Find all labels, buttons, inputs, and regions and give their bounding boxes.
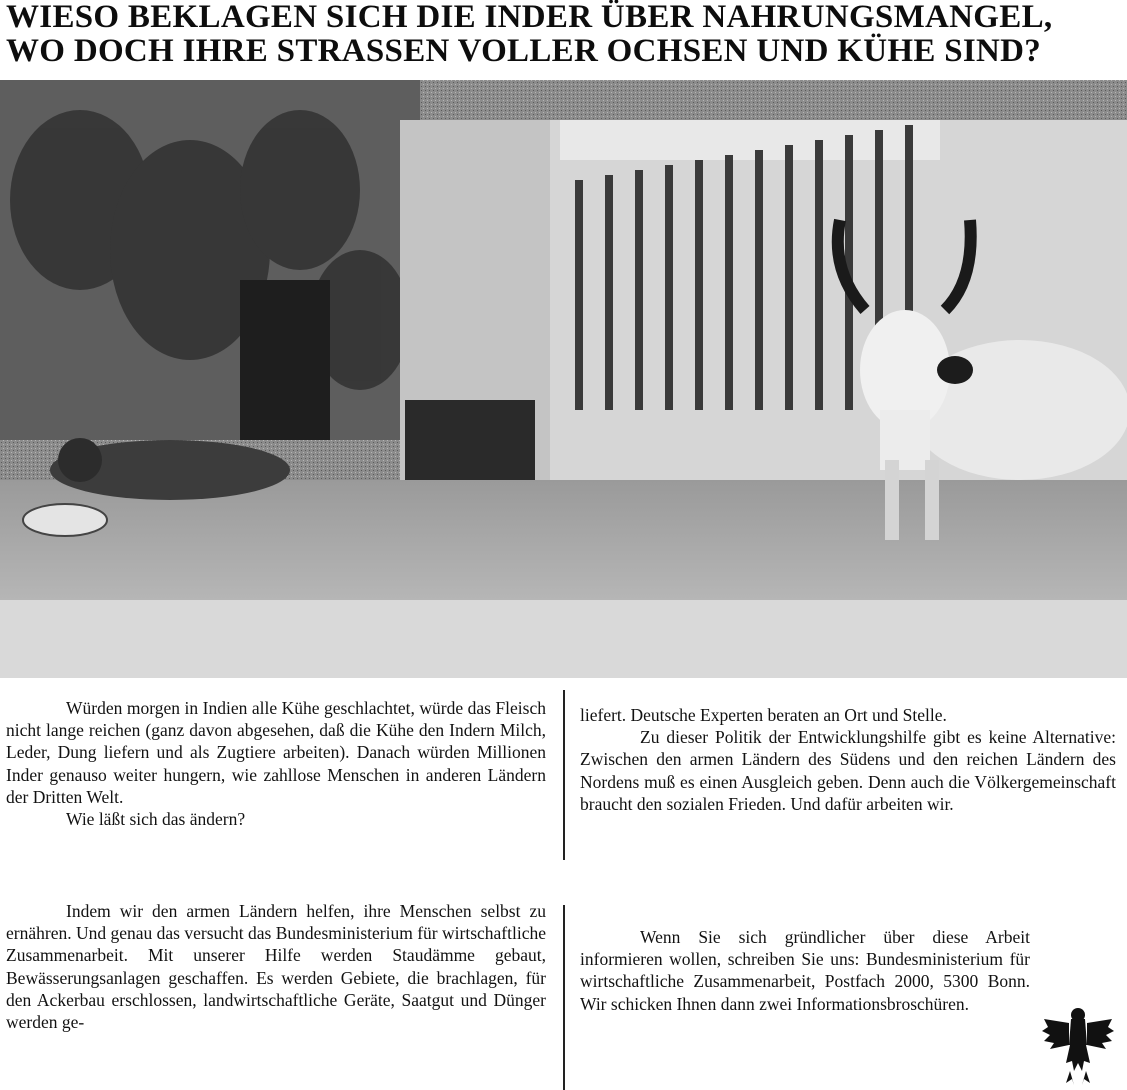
federal-eagle-icon [1040,1005,1116,1085]
right-column-bottom [580,926,1116,1015]
headline-line-2: WO DOCH IHRE STRASSEN VOLLER OCHSEN UND KÜHE SIND? [6,33,1042,69]
column-divider-top [563,690,565,860]
photo-illustration [0,80,1127,678]
headline [6,0,1111,68]
headline-line-1: WIESO BEKLAGEN SICH DIE INDER ÜBER NAHRUNGSMANGEL, [6,0,1053,35]
left-paragraph-2: Indem wir den armen Ländern helfen, ihre Menschen selbst zu ernähren. Und genau das versucht das Bundesministerium für wirtschaftliche Zusammenarbeit. Mit unserer Hilfe werden Staudämme gebaut, Bewässerungsanlagen geschaffen. Es werden Gebiete, die brachlagen, für den Ackerbau erschlossen, landwirtschaftliche Geräte, Saatgut und Dünger werden ge- [6,901,546,1033]
right-paragraph-1-cont: Zu dieser Politik der Entwicklungshilfe gibt es keine Alternative: Zwischen den armen Ländern des Südens und den reichen Ländern des Nordens muß es einen Ausgleich geben. Denn auch die Völkergemeinschaft braucht den sozialen Frieden. Und dafür arbeiten wir. [580,727,1116,814]
right-paragraph-1-start: liefert. Deutsche Experten beraten an Ort und Stelle. [580,705,947,725]
federal-eagle-graphic [1040,1005,1116,1085]
street-scene-photo [0,80,1127,678]
right-column-top [580,704,1116,815]
left-paragraph-1: Würden morgen in Indien alle Kühe geschlachtet, würde das Fleisch nicht lange reichen (ganz davon abgesehen, daß die Kühe den Indern Milch, Leder, Dung liefern und als Zugtiere arbeiten). Danach würden Millionen Inder genauso weiter hungern, wie zahllose Menschen in anderen Ländern der Dritten Welt. [6,698,546,807]
left-question: Wie läßt sich das ändern? [66,809,246,830]
right-paragraph-2: Wenn Sie sich gründlicher über diese Arbeit informieren wollen, schreiben Sie uns: Bundesministerium für wirtschaftliche Zusammenarbeit, Postfach 2000, 5300 Bonn. Wir schicken Ihnen dann zwei Informationsbroschüren. [580,927,1030,1014]
column-divider-bottom [563,905,565,1090]
left-column-top [6,697,546,830]
left-column-bottom [6,900,546,1033]
